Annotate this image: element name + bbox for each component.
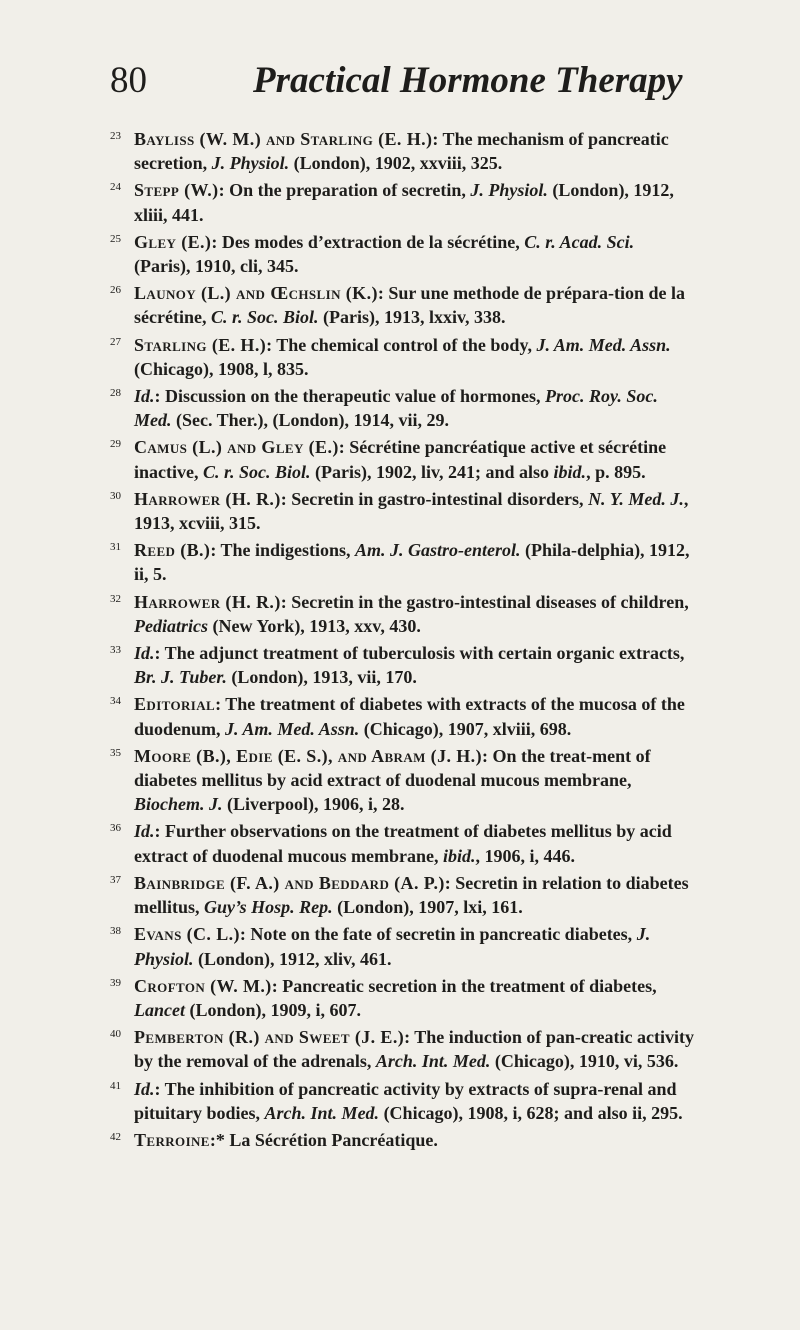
reference-text: (London), 1912, xliv, 461. [193,948,392,969]
page-number: 80 [110,60,147,101]
reference-item [110,484,695,535]
reference-journal: Proc. Roy. Soc. Med. [134,386,658,431]
reference-journal: ibid. [553,461,587,482]
reference-number: 38 [110,925,121,938]
reference-text: (Liverpool), 1906, i, 28. [222,794,405,815]
reference-authors: Gley (E.) [134,231,212,252]
reference-text: (London), 1912, xliii, 441. [134,180,674,225]
reference-number: 28 [110,387,121,400]
reference-text: : The treatment of diabetes with extracts of the mucosa of the duodenum, [134,694,685,739]
reference-number: 39 [110,976,121,989]
reference-text: : On the preparation of secretin, [218,180,471,201]
reference-text: (Chicago), 1908, i, 628; and also ii, 295. [379,1102,683,1123]
reference-number: 29 [110,438,121,451]
reference-item [110,816,695,867]
reference-text: , 1906, i, 446. [475,845,576,866]
reference-item [110,227,695,278]
reference-text: : Secretin in gastro-intestinal disorders, [280,488,589,509]
reference-authors: Harrower (H. R.) [134,591,281,612]
reference-authors: Starling (E. H.) [134,334,267,355]
reference-authors: Camus (L.) and Gley (E.) [134,437,339,458]
reference-text: : Secretin in relation to diabetes mellitus, [134,872,689,918]
reference-journal: Pediatrics [134,615,208,636]
reference-number: 36 [110,822,121,835]
reference-number: 35 [110,746,121,759]
reference-text: : The mechanism of pancreatic secretion, [134,129,669,174]
reference-item [110,689,695,740]
reference-number: 41 [110,1079,121,1092]
reference-authors: Terroine [134,1129,210,1150]
reference-number: 34 [110,695,121,708]
reference-item [110,1125,695,1152]
reference-item [110,919,695,970]
reference-text: (Paris), 1910, cli, 345. [134,256,299,277]
reference-number: 24 [110,181,121,194]
reference-authors: Evans (C. L.) [134,924,240,945]
reference-item [110,381,695,432]
reference-text: : Pancreatic secretion in the treatment of diabetes, [271,975,657,996]
reference-text: (Sec. Ther.), (London), 1914, vii, 29. [171,410,450,431]
reference-authors: Launoy (L.) and Œchslin (K.) [134,283,378,304]
reference-text: (Phila-delphia), 1912, ii, 5. [134,540,690,585]
reference-text: : The indigestions, [210,540,356,561]
reference-journal: Arch. Int. Med. [375,1051,491,1072]
reference-number: 37 [110,873,121,886]
reference-authors: Moore (B.), Edie (E. S.), and Abram (J. H.) [134,745,482,766]
reference-text: (London), 1913, vii, 170. [226,667,417,688]
reference-text: (London), 1902, xxviii, 325. [289,153,503,174]
reference-text: (London), 1907, lxi, 161. [332,897,523,918]
reference-item [110,1022,695,1073]
reference-text: : Further observations on the treatment of diabetes mellitus by acid extract of duodenal mucous membrane, [134,821,672,866]
reference-text: : Des modes d’extraction de la sécrétine, [211,231,525,252]
reference-authors: Harrower (H. R.) [134,488,281,509]
reference-journal: Lancet [134,999,185,1020]
reference-journal: Guy’s Hosp. Rep. [204,897,333,918]
reference-authors: Pemberton (R.) and Sweet (J. E.) [134,1027,405,1048]
reference-number: 27 [110,335,121,348]
reference-number: 32 [110,592,121,605]
reference-text: : Secretin in the gastro-intestinal diseases of children, [280,591,689,612]
reference-journal: Biochem. J. [134,794,223,815]
reference-text: : The inhibition of pancreatic activity by extracts of supra-renal and pituitary bodies, [134,1078,677,1123]
reference-text: (New York), 1913, xxv, 430. [208,615,421,636]
reference-journal: Br. J. Tuber. [134,667,227,688]
reference-item [110,587,695,638]
reference-item [110,432,695,483]
reference-item [110,278,695,329]
reference-journal: C. r. Soc. Biol. [203,461,311,482]
reference-number: 26 [110,284,121,297]
reference-text: : The chemical control of the body, [266,334,537,355]
reference-text: : Note on the fate of secretin in pancreatic diabetes, [239,924,637,945]
reference-journal: Am. J. Gastro-enterol. [355,540,521,561]
reference-text: (Chicago), 1910, vi, 536. [490,1051,679,1072]
reference-journal: Id. [134,821,155,842]
reference-journal: Id. [134,386,155,407]
reference-text: (Paris), 1902, liv, 241; and also [310,461,554,482]
reference-item [110,330,695,381]
reference-item [110,1074,695,1125]
reference-number: 23 [110,130,121,142]
reference-journal: J. Am. Med. Assn. [225,718,360,739]
reference-journal: C. r. Acad. Sci. [524,231,635,252]
reference-text: : The adjunct treatment of tuberculosis with certain organic extracts, [154,643,685,664]
reference-journal: Id. [134,643,155,664]
reference-item [110,971,695,1022]
reference-item [110,741,695,817]
reference-authors: Bainbridge (F. A.) and Beddard (A. P.) [134,872,445,893]
reference-text: , p. 895. [586,461,646,482]
reference-item [110,124,695,175]
reference-text: , 1913, xcviii, 315. [134,488,689,534]
page-header [0,56,800,106]
reference-item [110,175,695,226]
reference-authors: Reed (B.) [134,540,211,561]
reference-text: : Discussion on the therapeutic value of hormones, [154,386,546,407]
reference-text: (London), 1909, i, 607. [185,999,362,1020]
reference-text: (Chicago), 1907, xlviii, 698. [359,718,572,739]
reference-item [110,535,695,586]
reference-authors: Bayliss (W. M.) and Starling (E. H.) [134,129,433,149]
reference-number: 33 [110,644,121,657]
reference-item [110,638,695,689]
reference-number: 31 [110,541,121,554]
running-title: Practical Hormone Therapy [253,60,683,101]
reference-authors: Editorial [134,694,216,715]
reference-journal: J. Physiol. [211,153,290,174]
reference-number: 42 [110,1130,121,1143]
reference-authors: Stepp (W.) [134,180,219,201]
reference-journal: N. Y. Med. J. [588,488,684,509]
reference-journal: J. Am. Med. Assn. [536,334,671,355]
reference-text: :* La Sécrétion Pancréatique. [209,1129,438,1150]
reference-journal: Arch. Int. Med. [264,1102,380,1123]
reference-journal: J. Physiol. [470,180,548,201]
reference-text: : The induction of pan-creatic activity by the removal of the adrenals, [134,1027,694,1072]
reference-text: : Sur une methode de prépara-tion de la sécrétine, [134,283,686,328]
reference-text: (Chicago), 1908, l, 835. [134,358,309,379]
reference-text: : On the treat-ment of diabetes mellitus by acid extract of duodenal mucous membrane, [134,745,651,791]
reference-text: (Paris), 1913, lxxiv, 338. [318,307,506,328]
reference-item [110,868,695,919]
reference-journal: Id. [134,1078,155,1099]
reference-journal: J. Physiol. [134,924,651,969]
reference-number: 30 [110,489,121,502]
reference-number: 40 [110,1028,121,1041]
reference-journal: C. r. Soc. Biol. [210,307,319,328]
reference-authors: Crofton (W. M.) [134,975,272,996]
reference-text: : Sécrétine pancréatique active et sécrétine inactive, [134,437,667,482]
reference-number: 25 [110,232,121,245]
reference-journal: ibid. [442,845,476,866]
reference-list [110,124,695,1152]
